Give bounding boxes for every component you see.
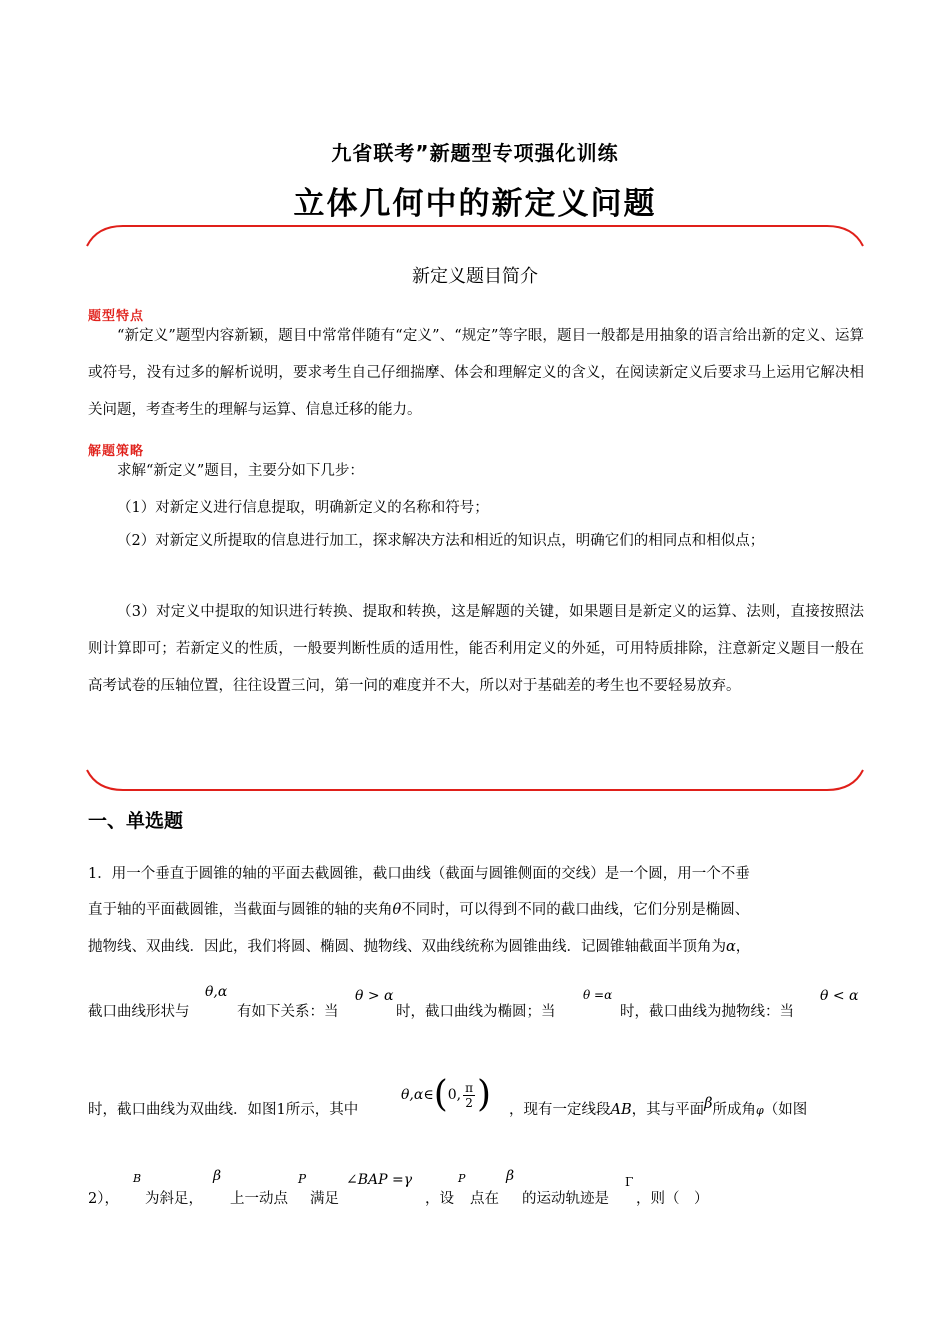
math-interval	[401, 1074, 492, 1115]
q1-line-3-text-a: 抛物线、双曲线．因此，我们将圆、椭圆、抛物线、双曲线统称为圆锥曲线．记圆锥轴截面半顶角为	[88, 939, 726, 955]
math-p-2: P	[458, 1172, 466, 1185]
q1-line-5-text-b: ，现有一定线段	[509, 1102, 611, 1118]
document-title: 立体几何中的新定义问题	[293, 186, 657, 222]
frac-denominator: 2	[465, 1095, 473, 1110]
strategy-step-2: （2）对新定义所提取的信息进行加工，探求解决方法和相近的知识点，明确它们的相同点和相似点；	[117, 533, 765, 549]
document-subtitle: 九省联考”新题型专项强化训练	[331, 141, 619, 165]
q1-line-6-b: 为斜足，	[145, 1191, 203, 1207]
q1-line-6-h: ，则（ ）	[636, 1191, 709, 1207]
strategy-intro: 求解“新定义”题目，主要分如下几步：	[117, 463, 364, 479]
strategy-label: 解题策略	[88, 444, 145, 459]
q1-line-3	[88, 935, 750, 956]
q1-line-6-d: 满足	[310, 1191, 339, 1207]
math-angle-bap: ∠BAP =γ	[346, 1172, 413, 1188]
q1-line-6-e: ，设	[425, 1191, 454, 1207]
q1-line-2-text-a: 直于轴的平面截圆锥，当截面与圆锥的轴的夹角	[88, 902, 393, 918]
q1-line-6-a: 2），	[88, 1191, 119, 1207]
math-beta: β	[704, 1096, 713, 1112]
right-paren: )	[477, 1074, 492, 1115]
math-interval-prefix: θ,α∈	[401, 1087, 434, 1103]
q1-line-5-text-d: 所成角	[712, 1102, 757, 1118]
math-theta-lt-alpha: θ < α	[820, 988, 859, 1004]
q1-line-4-d: 时，截口曲线为抛物线：当	[620, 1004, 794, 1020]
feature-label: 题型特点	[88, 309, 145, 324]
math-ab: AB	[610, 1102, 632, 1118]
q1-line-4-a: 截口曲线形状与	[88, 1004, 190, 1020]
strategy-step-1: （1）对新定义进行信息提取，明确新定义的名称和符号；	[117, 500, 489, 516]
math-beta-2: β	[213, 1168, 222, 1184]
top-red-arc-divider	[85, 222, 865, 252]
q1-line-2-text-b: 不同时，可以得到不同的截口曲线，它们分别是椭圆、	[401, 902, 750, 918]
q1-line-5-a: 时，截口曲线为双曲线．如图1所示，其中	[88, 1102, 359, 1118]
math-theta-eq-alpha: θ =α	[583, 988, 613, 1002]
bottom-red-arc-divider	[85, 766, 865, 796]
math-alpha: α	[726, 939, 736, 955]
q1-line-4-c: 时，截口曲线为椭圆；当	[396, 1004, 556, 1020]
math-p: P	[298, 1172, 307, 1186]
q1-line-5-text-c: ，其与平面	[631, 1102, 705, 1118]
interval-bracket	[433, 1074, 492, 1115]
q1-line-5	[509, 1098, 807, 1119]
strategy-step-3: （3）对定义中提取的知识进行转换、提取和转换，这是解题的关键，如果题目是新定义的运算、法则，直接按照法则计算即可；若新定义的性质，一般要判断性质的适用性，能否利用定义的外延，可用特质排除，注意新定义题目一般在高考试卷的压轴位置，往往设置三问，第一问的难度并不大，所以对于基础差的考生也不要轻易放弃。	[88, 604, 864, 694]
math-gamma: Γ	[625, 1175, 634, 1189]
q1-line-3-text-b: ，	[735, 939, 751, 955]
q1-line-5-text-e: （如图	[763, 1102, 808, 1118]
frac-numerator: π	[465, 1080, 473, 1095]
q1-line-6-f: 点在	[470, 1191, 499, 1207]
math-theta-gt-alpha: θ > α	[355, 988, 394, 1004]
left-paren: (	[433, 1074, 448, 1115]
math-phi: φ	[756, 1104, 764, 1117]
pi-over-two	[463, 1081, 475, 1110]
math-b: B	[133, 1172, 142, 1185]
math-beta-3: β	[506, 1168, 515, 1184]
section-heading-single-choice: 一、单选题	[88, 810, 184, 832]
q1-line-2	[88, 898, 749, 919]
intro-heading: 新定义题目简介	[412, 266, 538, 287]
math-theta-alpha: θ,α	[205, 984, 228, 1000]
math-zero: 0,	[447, 1087, 462, 1103]
q1-line-4-b: 有如下关系：当	[237, 1004, 339, 1020]
math-theta: θ	[392, 902, 402, 918]
feature-paragraph: “新定义”题型内容新颖，题目中常常伴随有“定义”、“规定”等字眼，题目一般都是用抽象的语言给出新的定义、运算或符号，没有过多的解析说明，要求考生自己仔细揣摩、体会和理解定义的含义，在阅读新定义后要求马上运用它解决相关问题，考查考生的理解与运算、信息迁移的能力。	[88, 328, 864, 418]
q1-line-6-g: 的运动轨迹是	[522, 1191, 609, 1207]
q1-line-1: 1．用一个垂直于圆锥的轴的平面去截圆锥，截口曲线（截面与圆锥侧面的交线）是一个圆，用一个不垂	[88, 866, 750, 882]
q1-line-6-c: 上一动点	[230, 1191, 288, 1207]
